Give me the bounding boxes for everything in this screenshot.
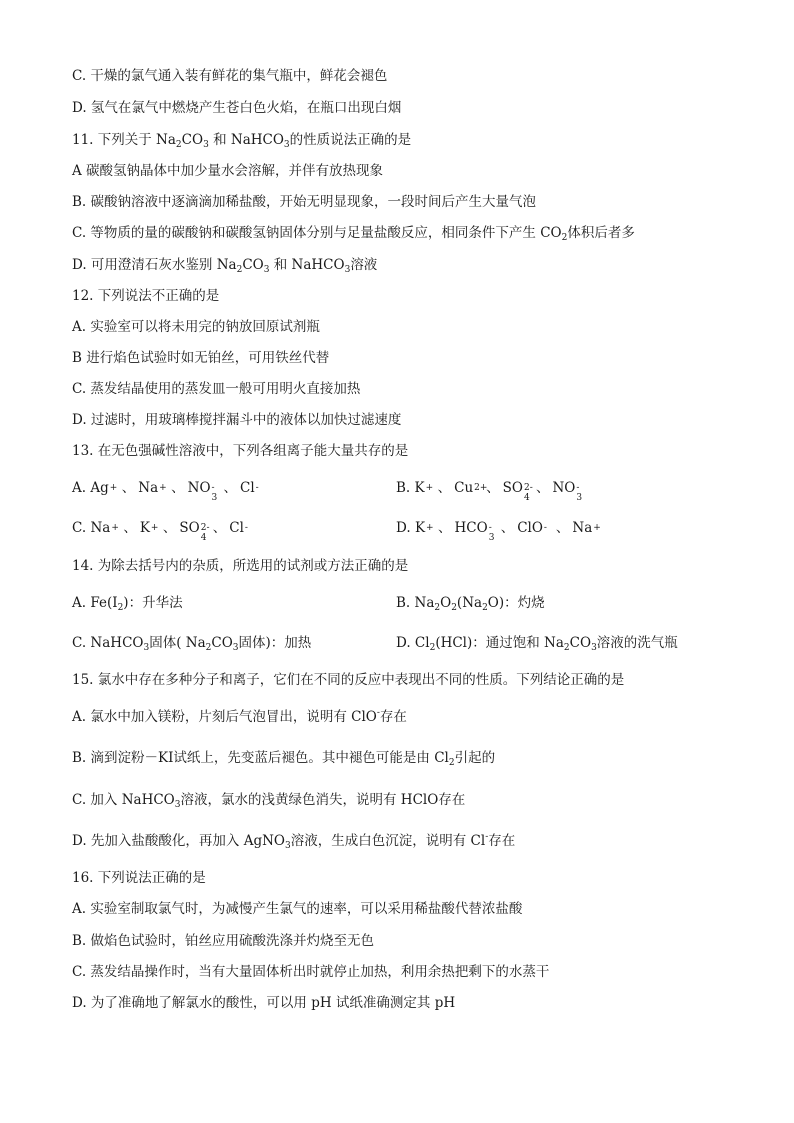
- text: 的性质说法正确的是: [289, 132, 412, 148]
- q13-stem: 13. 在无色强碱性溶液中，下列各组离子能大量共存的是: [72, 443, 409, 459]
- sub: 3: [232, 643, 239, 653]
- q13-option-a: [72, 479, 265, 503]
- option-label: B.: [396, 480, 415, 496]
- ion-symbol: Na: [138, 480, 159, 496]
- separator: 、: [212, 520, 227, 536]
- q13-option-c: [72, 519, 254, 543]
- option-label: C.: [72, 520, 91, 536]
- q14-option-a: [72, 594, 183, 612]
- text: O)：灼烧: [487, 595, 545, 611]
- ion-charge: - 3: [488, 522, 495, 543]
- sub: 2: [236, 265, 243, 275]
- text: 和 NaHCO: [213, 132, 284, 148]
- sub: 2: [482, 603, 488, 613]
- text: CO: [211, 635, 233, 651]
- ion-symbol: K: [414, 520, 426, 536]
- text: 11. 下列关于 Na: [72, 132, 176, 148]
- sub: 2: [434, 603, 441, 613]
- sup: -: [376, 708, 380, 718]
- q12-option-a: A. 实验室可以将未用完的钠放回原试剂瓶: [72, 319, 320, 335]
- option-label: A.: [72, 480, 91, 496]
- text: D. Cl: [396, 635, 430, 651]
- text: 和 NaHCO: [273, 257, 345, 273]
- ion-charge: +: [150, 522, 159, 533]
- ion-charge: 2- 4: [200, 522, 210, 543]
- text: CO: [569, 635, 592, 651]
- text: CO: [181, 132, 204, 148]
- q15-option-b: [72, 749, 495, 767]
- sub: 3: [285, 841, 291, 851]
- sub: 3: [283, 140, 290, 150]
- text: D. 先加入盐酸酸化，再加入 AgNO: [72, 833, 285, 849]
- q15-stem: 15. 氯水中存在多种分子和离子，它们在不同的反应中表现出不同的性质。下列结论正确的是: [72, 672, 625, 688]
- separator: 、: [123, 520, 137, 536]
- ion-charge: +: [111, 522, 119, 533]
- text: C. NaHCO: [72, 635, 144, 651]
- q13-option-d: [396, 519, 602, 543]
- separator: 、: [500, 520, 515, 536]
- q12-stem: 12. 下列说法不正确的是: [72, 288, 220, 304]
- q13-option-b: [396, 479, 585, 503]
- q12-option-c: C. 蒸发结晶使用的蒸发皿一般可用明火直接加热: [72, 381, 361, 397]
- sub: 3: [263, 265, 270, 275]
- ion-charge: +: [593, 522, 601, 533]
- ion-symbol: K: [139, 520, 150, 536]
- ion-symbol: K: [414, 480, 425, 496]
- sub: 2: [175, 140, 182, 150]
- q11-option-d: [72, 256, 377, 274]
- ion-charge: 2+: [474, 482, 488, 493]
- q11-option-b: B. 碳酸钠溶液中逐滴滴加稀盐酸，开始无明显现象，一段时间后产生大量气泡: [72, 194, 537, 210]
- option-label: D.: [396, 520, 415, 536]
- text: A. 氯水中加入镁粉，片刻后气泡冒出，说明有 ClO: [72, 709, 377, 725]
- sub: 2: [429, 643, 436, 653]
- q16-option-c: C. 蒸发结晶操作时，当有大量固体析出时就停止加热，利用余热把剩下的水蒸干: [72, 964, 550, 980]
- separator: 、: [438, 520, 452, 536]
- ion-symbol: Cu: [454, 480, 474, 496]
- q10-option-c: C. 干燥的氯气通入装有鲜花的集气瓶中，鲜花会褪色: [72, 68, 388, 84]
- text: 溶液，氯水的浅黄绿色消失，说明有 HClO存在: [180, 792, 466, 808]
- text: A. Fe(I: [72, 595, 118, 611]
- ion-charge: +: [109, 482, 118, 493]
- ion-symbol: Cl: [229, 520, 244, 536]
- q16-option-b: B. 做焰色试验时，铂丝应用硫酸洗涤并灼烧至无色: [72, 933, 375, 949]
- sub: 2: [117, 603, 124, 613]
- q15-option-d: [72, 832, 515, 850]
- text: 溶液，生成白色沉淀，说明有 Cl: [290, 833, 486, 849]
- sup: -: [485, 832, 489, 842]
- q16-option-a: A. 实验室制取氯气时，为减慢产生氯气的速率，可以采用稀盐酸代替浓盐酸: [72, 901, 523, 917]
- sub: 3: [591, 643, 597, 653]
- text: O: [440, 595, 452, 611]
- q16-stem: 16. 下列说法正确的是: [72, 870, 206, 886]
- ion-symbol: SO: [179, 520, 200, 536]
- ion-charge: -: [255, 482, 259, 493]
- separator: 、: [535, 480, 550, 496]
- q15-option-c: [72, 791, 465, 809]
- q14-option-b: [396, 594, 545, 612]
- text: C. 等物质的量的碳酸钠和碳酸氢钠固体分别与足量盐酸反应，相同条件下产生 CO: [72, 225, 562, 241]
- ion-symbol: Ag: [90, 480, 109, 496]
- ion-symbol: Na: [90, 520, 111, 536]
- ion-charge: - 3: [576, 482, 583, 503]
- text: (Na: [456, 595, 483, 611]
- text: 引起的: [454, 750, 496, 766]
- text: C. 加入 NaHCO: [72, 792, 175, 808]
- sub: 3: [203, 140, 209, 150]
- q15-option-a: [72, 708, 407, 726]
- text: B. 滴到淀粉－KI试纸上，先变蓝后褪色。其中褪色可能是由 Cl: [72, 750, 449, 766]
- text: B. Na: [396, 595, 435, 611]
- ion-charge: - 3: [211, 482, 218, 503]
- sub: 2: [563, 643, 570, 653]
- ion-charge: -: [543, 522, 547, 533]
- q11-option-a: A 碳酸氢钠晶体中加少量水会溶解，并伴有放热现象: [72, 163, 384, 179]
- q10-option-d: D. 氢气在氯气中燃烧产生苍白色火焰，在瓶口出现白烟: [72, 100, 402, 116]
- text: 溶液: [350, 257, 378, 273]
- ion-charge: -: [244, 522, 248, 533]
- q11-option-c: [72, 224, 635, 242]
- separator: 、: [555, 520, 570, 536]
- separator: 、: [162, 520, 177, 536]
- text: 体积后者多: [567, 225, 635, 241]
- sub: 2: [448, 758, 455, 768]
- ion-symbol: Cl: [240, 480, 255, 496]
- q14-option-c: [72, 634, 311, 652]
- text: CO: [242, 257, 264, 273]
- text: 存在: [379, 709, 407, 725]
- ion-charge: 2- 4: [523, 482, 533, 503]
- text: 固体)：加热: [238, 635, 312, 651]
- text: 固体( Na: [149, 635, 206, 651]
- text: (HCl)：通过饱和 Na: [435, 635, 564, 651]
- q12-option-b: B 进行焰色试验时如无铂丝，可用铁丝代替: [72, 350, 330, 366]
- text: D. 可用澄清石灰水鉴别 Na: [72, 257, 237, 273]
- sub: 2: [451, 603, 457, 613]
- sub: 3: [143, 643, 150, 653]
- text: 溶液的洗气瓶: [596, 635, 678, 651]
- separator: 、: [437, 480, 452, 496]
- ion-symbol: NO: [187, 480, 211, 496]
- sub: 2: [561, 233, 568, 243]
- sub: 3: [174, 800, 181, 810]
- ion-charge: +: [425, 482, 434, 493]
- ion-charge: +: [159, 482, 167, 493]
- separator: 、: [171, 480, 185, 496]
- ion-charge: +: [426, 522, 434, 533]
- q16-option-d: D. 为了准确地了解氯水的酸性，可以用 pH 试纸准确测定其 pH: [72, 995, 456, 1011]
- ion-symbol: HCO: [454, 520, 488, 536]
- ion-symbol: NO: [552, 480, 576, 496]
- text: 存在: [488, 833, 516, 849]
- q12-option-d: D. 过滤时，用玻璃棒搅拌漏斗中的液体以加快过滤速度: [72, 412, 402, 428]
- text: )：升华法: [123, 595, 183, 611]
- separator: 、: [486, 480, 500, 496]
- ion-symbol: Na: [572, 520, 593, 536]
- q11-stem: [72, 131, 411, 149]
- ion-symbol: ClO: [517, 520, 543, 536]
- ion-symbol: SO: [502, 480, 523, 496]
- separator: 、: [121, 480, 136, 496]
- q14-stem: 14. 为除去括号内的杂质，所选用的试剂或方法正确的是: [72, 558, 409, 574]
- sub: 3: [344, 265, 351, 275]
- separator: 、: [223, 480, 238, 496]
- q14-option-d: [396, 634, 678, 652]
- sub: 2: [205, 643, 212, 653]
